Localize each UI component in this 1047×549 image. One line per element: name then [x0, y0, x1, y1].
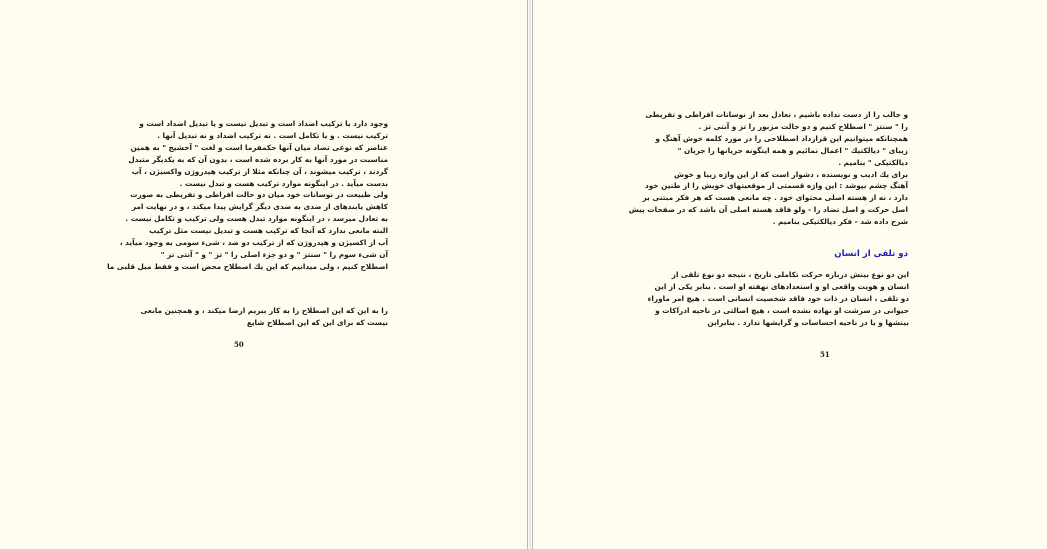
text-line: اصطلاح کنیم ، ولی میدانیم که این یك اصطلاح محض است و فقط میل قلبی ما [107, 261, 388, 271]
text-line: همچنانکه میتوانیم این قرارداد اصطلاحی را در مورد کلمه خوش آهنگ و [655, 133, 908, 143]
text-line: دیالکتیکی " بنامیم . [838, 157, 908, 167]
text-line: انسان و هویت واقعی او و استعدادهای نهفته او است . بنابر یکی از این [654, 281, 909, 291]
text-line: گردند ، ترکیب میشوند ، آن چنانکه مثلا از ترکیب هیدروژن واکسیژن ، آب [131, 166, 388, 176]
text-line: نیست که برای این که این اصطلاح شایع [246, 317, 388, 327]
left-paragraph-1 [90, 118, 388, 273]
text-line: به تعادل میرسد ، در اینگونه موارد تبدل هست ولی ترکیب و تکامل نیست . [125, 214, 388, 224]
text-line: شرح داده شد - فکر دیالکتیکی بنامیم . [772, 217, 908, 227]
text-line: زیبای " دیالکتیك " اعمال نمائیم و همه اینگونه جریانها را جریان " [677, 145, 908, 155]
right-page[interactable] [533, 0, 1047, 549]
text-line: حیوانی در سرشت او نهاده نشده است ، هیچ اصالتی در ناحیه ادراکات و [655, 305, 909, 315]
text-line: را " سنتز " اصطلاح کنیم و دو حالت مزبور را تز و آنتی تز . [698, 121, 908, 131]
text-line: البته مانعی ندارد که آنجا که ترکیب هست و تبدیل نیست مثل ترکیب [149, 226, 388, 236]
text-line: عناصر که نوعی تضاد میان آنها حکمفرما است و لغت " آخشیج " به همین [130, 142, 388, 152]
text-line: برای یك ادیب و نویسنده ، دشوار است که از این واژه زیبا و خوش [674, 169, 908, 179]
left-paragraph-2 [90, 305, 388, 329]
text-line: ترکیب نیست . و یا تکامل است . نه ترکیب اضداد و نه تبدیل آنها . [157, 130, 388, 140]
text-line: بینشها و یا در ناحیه احساسات و گرایشها ندارد . بنابراین [707, 317, 909, 327]
text-line: مناسبت در مورد آنها به کار برده شده است ، بدون آن که به یکدیگر متبدل [128, 154, 388, 164]
text-line: آب از اکسیژن و هیدروژن که از ترکیب دو ضد ، شیء سومی به وجود میآید ، [119, 238, 388, 248]
text-line: وجود دارد یا ترکیب اضداد است و تبدیل نیست و یا تبدیل اضداد است و [139, 119, 388, 128]
text-line: را به این که این اصطلاح را به کار ببریم ارضا میکند ، و همچنین مانعی [140, 306, 388, 315]
text-line: این دو نوع بینش درباره حرکت تکاملی تاریخ ، نتیجه دو نوع تلقی از [671, 270, 909, 279]
right-paragraph-1 [628, 109, 908, 228]
text-line: دارد ، نه از هسته اصلی محتوای خود . چه مانعی هست که هر فکر مبتنی بر [642, 193, 908, 203]
text-line: اصل حرکت و اصل تضاد را - ولو فاقد هسته اصلی آن باشد که در صفحات پیش [628, 205, 908, 215]
page-number-right: 51 [820, 350, 830, 359]
section-heading: دو تلقی از انسان [834, 249, 908, 259]
text-line: ولی طبیعت در نوسانات خود میان دو حالت افراطی و تفریطی به صورت [130, 190, 388, 200]
text-line: و جالب را از دست نداده باشیم ، تعادل بعد از نوسانات افراطی و تفریطی [645, 110, 908, 119]
text-line: دو تلقی ، انسان در ذات خود فاقد شخصیت انسانی است . هیچ امر ماوراء [647, 293, 909, 303]
page-number-left: 50 [234, 340, 244, 349]
text-line: کاهش یابندهای از ضدی به ضدی دیگر گرایش پیدا میکند ، و در نهایت امر [131, 202, 388, 212]
right-paragraph-2 [647, 269, 909, 329]
text-line: آن شیء سوم را " سنتز " و دو جزء اصلی را " تز " و " آنتی تز " [160, 249, 388, 259]
text-line: بدست میآید . در اینگونه موارد ترکیب هست و تبدل نیست . [179, 178, 388, 188]
text-line: آهنگ چشم بپوشد : این واژه قسمتی از موقعیتهای خویش را از طنین خود [644, 181, 908, 191]
